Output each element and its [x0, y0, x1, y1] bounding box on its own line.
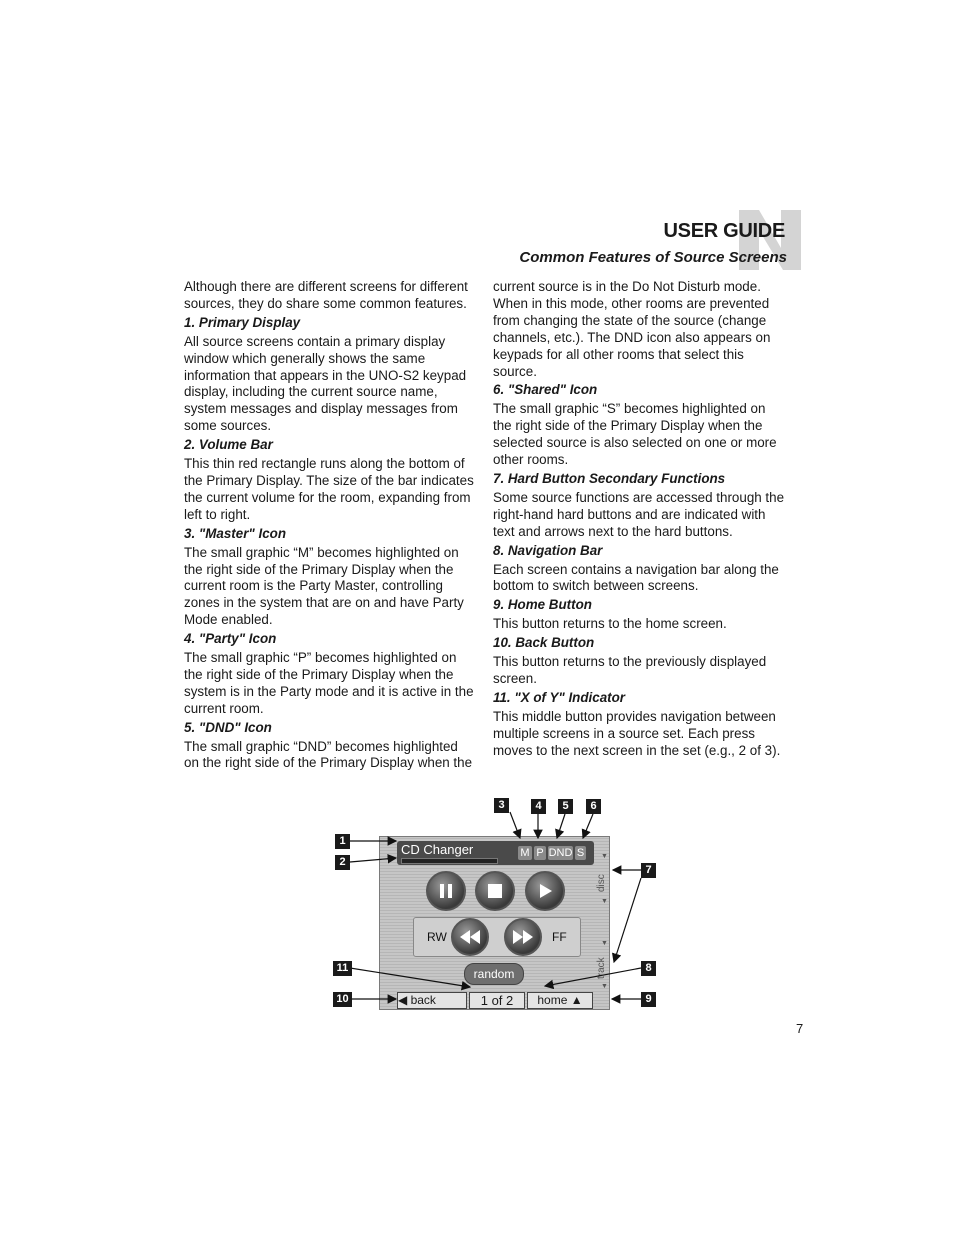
- section-body: The small graphic “S” becomes highlighted on the right side of the Primary Display when the selected source is also selected on one or more other rooms.: [493, 401, 777, 468]
- display-source-name: CD Changer: [401, 842, 474, 857]
- section-heading: 7. Hard Button Secondary Functions: [493, 470, 726, 486]
- callout-6: 6: [586, 799, 601, 814]
- section-heading: 2. Volume Bar: [184, 437, 273, 453]
- callout-7: 7: [641, 863, 656, 878]
- x-of-y-indicator-button[interactable]: 1 of 2: [469, 992, 525, 1009]
- section-heading: 5. "DND" Icon: [184, 719, 272, 735]
- home-label: home: [537, 993, 568, 1007]
- shared-icon: S: [576, 847, 585, 859]
- back-label: back: [410, 993, 436, 1007]
- callout-8: 8: [641, 961, 656, 976]
- home-icon: ▲: [570, 993, 583, 1007]
- page-subtitle: Common Features of Source Screens: [519, 249, 787, 266]
- section-heading: 1. Primary Display: [184, 314, 301, 330]
- callout-2: 2: [335, 855, 350, 870]
- callout-10: 10: [333, 992, 352, 1007]
- callout-3: 3: [494, 798, 509, 813]
- callout-11: 11: [333, 961, 352, 976]
- section-body: current source is in the Do Not Disturb mode. When in this mode, other rooms are prevented from changing the state of the source (change channels, etc.). The DND icon also appears on keypads for all other rooms that select this source.: [493, 279, 771, 379]
- page-number: 7: [796, 1021, 804, 1036]
- callout-4: 4: [531, 799, 546, 814]
- section-heading: 6. "Shared" Icon: [493, 382, 598, 398]
- ff-label: FF: [552, 930, 567, 944]
- section-body: Some source functions are accessed through the right-hand hard buttons and are indicated with text and arrows next to the hard buttons.: [493, 489, 785, 539]
- section-heading: 9. Home Button: [493, 597, 592, 613]
- callout-9: 9: [641, 992, 656, 1007]
- callout-5: 5: [558, 799, 573, 814]
- section-body: All source screens contain a primary display window which generally shows the same information that appears in the UNO-S2 keypad display, including the current source name, system messages and display messages from some sources.: [184, 333, 467, 434]
- random-button[interactable]: random: [464, 963, 524, 985]
- section-body: This middle button provides navigation between multiple screens in a source set. Each press moves to the next screen in the set (e.g., 2 of 3).: [493, 708, 781, 758]
- master-icon: M: [518, 846, 532, 860]
- section-body: The small graphic “M” becomes highlighted on the right side of the Primary Display when the current room is the Party Master, controlling zones in the system that are on and have Party Mode enabled.: [184, 544, 464, 628]
- section-body: Each screen contains a navigation bar along the bottom to switch between screens.: [493, 561, 779, 594]
- arrow-down-icon: ▼: [601, 853, 608, 860]
- section-heading: 10. Back Button: [493, 635, 595, 651]
- track-side-label: track: [596, 957, 607, 979]
- section-body: This button returns to the previously displayed screen.: [493, 654, 767, 686]
- section-heading: 4. "Party" Icon: [184, 631, 277, 647]
- section-body: This button returns to the home screen.: [493, 616, 727, 632]
- section-body: The small graphic “DND” becomes highlighted on the right side of the Primary Display when the: [184, 738, 473, 771]
- section-heading: 8. Navigation Bar: [493, 542, 603, 558]
- disc-side-label: disc: [596, 874, 607, 892]
- back-arrow-icon: ◀: [398, 993, 408, 1007]
- arrow-down-icon: ▼: [601, 983, 608, 990]
- section-heading: 11. "X of Y" Indicator: [493, 689, 626, 705]
- page-title: USER GUIDE: [663, 220, 785, 242]
- arrow-down-icon: ▼: [601, 898, 608, 905]
- intro-paragraph: Although there are different screens for different sources, they do share some common features.: [184, 279, 468, 311]
- section-heading: 3. "Master" Icon: [184, 525, 286, 541]
- callout-1: 1: [335, 834, 350, 849]
- arrow-down-icon: ▼: [601, 940, 608, 947]
- dnd-icon: DND: [548, 847, 573, 859]
- rw-label: RW: [427, 930, 447, 944]
- section-body: This thin red rectangle runs along the bottom of the Primary Display. The size of the bar indicates the current volume for the room, expanding from left to right.: [184, 456, 474, 522]
- party-icon: P: [534, 846, 546, 860]
- section-body: The small graphic “P” becomes highlighted on the right side of the Primary Display when the system is in the Party mode and it is active in the current room.: [184, 650, 474, 716]
